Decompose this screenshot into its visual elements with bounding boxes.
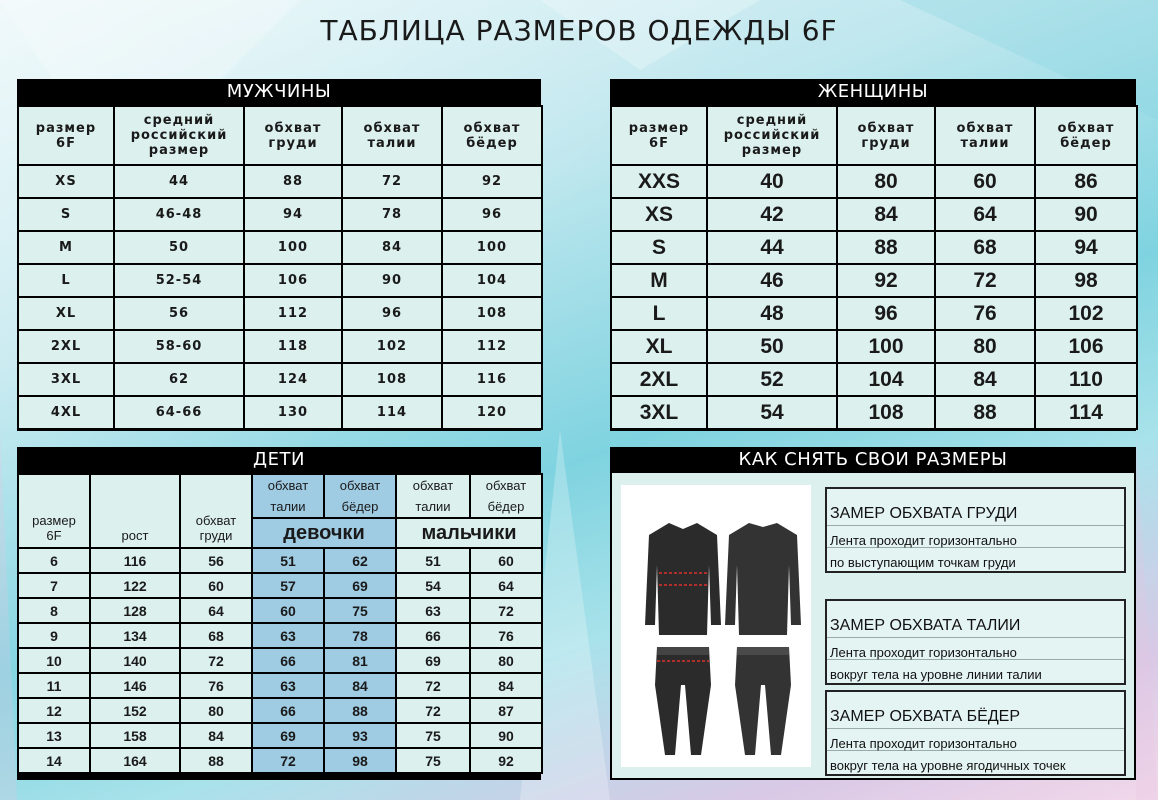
- table-cell: 40: [707, 165, 837, 198]
- women-size-table: [610, 79, 1136, 431]
- measure-chest-box: [825, 487, 1126, 573]
- kids-boys-hips-header-2: бёдер: [470, 496, 542, 518]
- table-row: [18, 231, 542, 264]
- table-cell: 68: [180, 623, 252, 648]
- table-cell: 100: [442, 231, 542, 264]
- measure-hips-box: [825, 690, 1126, 776]
- table-cell: 50: [114, 231, 244, 264]
- kids-girls-waist-header: обхват: [252, 474, 324, 496]
- table-row: [18, 748, 542, 773]
- men-col-header: [18, 106, 114, 165]
- measure-guide: [610, 447, 1136, 780]
- table-cell: 72: [470, 598, 542, 623]
- women-col-header-line: груди: [861, 135, 911, 151]
- table-cell: 72: [342, 165, 442, 198]
- kids-girls-hips-header: обхват: [324, 474, 396, 496]
- table-row: [611, 198, 1137, 231]
- table-cell: 88: [935, 396, 1035, 429]
- table-cell: 46: [707, 264, 837, 297]
- men-col-header-line: 6F: [56, 135, 76, 151]
- table-cell: 42: [707, 198, 837, 231]
- table-cell: 69: [324, 573, 396, 598]
- table-cell: 76: [935, 297, 1035, 330]
- measure-heading: КАК СНЯТЬ СВОИ РАЗМЕРЫ: [610, 447, 1136, 473]
- men-col-header-line: бёдер: [466, 135, 518, 151]
- table-cell: 146: [90, 673, 180, 698]
- men-col-header-line: груди: [268, 135, 318, 151]
- table-cell: 106: [1035, 330, 1137, 363]
- kids-col-chest-l1: обхват: [195, 513, 237, 528]
- kids-girls-hips-header-2: бёдер: [324, 496, 396, 518]
- table-row: [611, 165, 1137, 198]
- table-row: [18, 673, 542, 698]
- table-cell: 96: [442, 198, 542, 231]
- table-cell: 88: [244, 165, 342, 198]
- table-cell: 75: [324, 598, 396, 623]
- women-col-header-line: российский: [723, 128, 821, 143]
- table-cell: 72: [396, 673, 470, 698]
- table-cell: 54: [707, 396, 837, 429]
- women-col-header: [611, 106, 707, 165]
- table-cell: 86: [1035, 165, 1137, 198]
- measure-chest-title: ЗАМЕР ОБХВАТА ГРУДИ: [830, 505, 1018, 522]
- table-row: [611, 231, 1137, 264]
- table-row: [18, 548, 542, 573]
- table-cell: 60: [470, 548, 542, 573]
- measure-waist-box: [825, 599, 1126, 685]
- table-row: [18, 264, 542, 297]
- women-col-header-line: средний: [736, 113, 808, 128]
- table-cell: S: [18, 198, 114, 231]
- table-cell: 72: [180, 648, 252, 673]
- men-heading: МУЖЧИНЫ: [17, 79, 541, 105]
- table-cell: 98: [1035, 264, 1137, 297]
- table-cell: 87: [470, 698, 542, 723]
- table-row: [18, 648, 542, 673]
- kids-boys-waist-header-2: талии: [396, 496, 470, 518]
- women-col-header-line: обхват: [857, 120, 915, 136]
- table-cell: 14: [18, 748, 90, 773]
- table-row: [18, 698, 542, 723]
- table-cell: 8: [18, 598, 90, 623]
- table-cell: 102: [1035, 297, 1137, 330]
- table-cell: 120: [442, 396, 542, 429]
- table-cell: 106: [244, 264, 342, 297]
- men-col-header-line: размер: [148, 143, 210, 158]
- women-col-header-line: обхват: [1057, 120, 1115, 136]
- table-cell: 96: [342, 297, 442, 330]
- table-cell: 69: [396, 648, 470, 673]
- women-col-header-line: талии: [960, 135, 1010, 151]
- table-cell: L: [611, 297, 707, 330]
- table-cell: 152: [90, 698, 180, 723]
- table-cell: 90: [1035, 198, 1137, 231]
- table-row: [18, 598, 542, 623]
- table-cell: 75: [396, 748, 470, 773]
- table-cell: 110: [1035, 363, 1137, 396]
- kids-boys-label: мальчики: [396, 518, 542, 548]
- table-cell: 52: [707, 363, 837, 396]
- women-col-header-line: обхват: [956, 120, 1014, 136]
- table-cell: 4XL: [18, 396, 114, 429]
- table-cell: 108: [442, 297, 542, 330]
- kids-col-chest: [180, 474, 252, 548]
- table-cell: 102: [342, 330, 442, 363]
- table-cell: 51: [396, 548, 470, 573]
- kids-col-height: рост: [90, 474, 180, 548]
- table-cell: 88: [324, 698, 396, 723]
- table-cell: 84: [180, 723, 252, 748]
- table-cell: 88: [180, 748, 252, 773]
- table-cell: 54: [396, 573, 470, 598]
- kids-girls-label: девочки: [252, 518, 396, 548]
- garment-illustration: [621, 485, 811, 767]
- table-cell: 56: [114, 297, 244, 330]
- table-cell: 72: [252, 748, 324, 773]
- table-cell: 100: [837, 330, 935, 363]
- table-cell: 66: [252, 698, 324, 723]
- table-cell: 46-48: [114, 198, 244, 231]
- table-cell: 66: [396, 623, 470, 648]
- front-pants-icon: [655, 647, 711, 755]
- table-cell: 51: [252, 548, 324, 573]
- kids-col-chest-l2: груди: [199, 528, 233, 543]
- kids-col-size-l1: размер: [32, 513, 76, 528]
- table-cell: 90: [342, 264, 442, 297]
- table-cell: 100: [244, 231, 342, 264]
- table-row: [18, 363, 542, 396]
- table-cell: 60: [180, 573, 252, 598]
- kids-boys-waist-header: обхват: [396, 474, 470, 496]
- table-cell: 56: [180, 548, 252, 573]
- table-cell: 112: [442, 330, 542, 363]
- men-col-header-line: обхват: [363, 120, 421, 136]
- measure-chest-line1: Лента проходит горизонтально: [830, 533, 1017, 548]
- measure-hips-line1: Лента проходит горизонтально: [830, 736, 1017, 751]
- table-row: [18, 396, 542, 429]
- table-cell: 64: [470, 573, 542, 598]
- table-row: [18, 165, 542, 198]
- table-cell: 44: [114, 165, 244, 198]
- men-col-header-line: размер: [35, 120, 97, 136]
- table-cell: 114: [342, 396, 442, 429]
- table-cell: 104: [837, 363, 935, 396]
- table-cell: 10: [18, 648, 90, 673]
- table-cell: 94: [1035, 231, 1137, 264]
- table-cell: 69: [252, 723, 324, 748]
- table-cell: 108: [342, 363, 442, 396]
- table-cell: S: [611, 231, 707, 264]
- table-cell: 92: [837, 264, 935, 297]
- men-col-header: [442, 106, 542, 165]
- table-cell: 3XL: [18, 363, 114, 396]
- measure-waist-line1: Лента проходит горизонтально: [830, 645, 1017, 660]
- men-col-header-line: российский: [130, 128, 228, 143]
- men-table: [17, 105, 543, 430]
- table-cell: 92: [470, 748, 542, 773]
- kids-col-size-l2: 6F: [46, 528, 62, 543]
- table-cell: XXS: [611, 165, 707, 198]
- table-cell: 130: [244, 396, 342, 429]
- table-cell: XL: [18, 297, 114, 330]
- women-col-header-line: бёдер: [1060, 135, 1112, 151]
- table-cell: 63: [396, 598, 470, 623]
- table-cell: 84: [837, 198, 935, 231]
- table-cell: 6: [18, 548, 90, 573]
- women-col-header: [837, 106, 935, 165]
- table-cell: 114: [1035, 396, 1137, 429]
- kids-girls-waist-header-2: талии: [252, 496, 324, 518]
- table-row: [611, 330, 1137, 363]
- table-cell: M: [611, 264, 707, 297]
- table-cell: 7: [18, 573, 90, 598]
- table-cell: 2XL: [18, 330, 114, 363]
- table-cell: 2XL: [611, 363, 707, 396]
- front-shirt-icon: [645, 523, 721, 635]
- measure-waist-title: ЗАМЕР ОБХВАТА ТАЛИИ: [830, 617, 1021, 634]
- table-cell: 93: [324, 723, 396, 748]
- table-cell: 60: [252, 598, 324, 623]
- table-cell: 80: [935, 330, 1035, 363]
- table-cell: XL: [611, 330, 707, 363]
- table-cell: 84: [342, 231, 442, 264]
- measure-hips-title: ЗАМЕР ОБХВАТА БЁДЕР: [830, 708, 1020, 725]
- table-cell: 76: [470, 623, 542, 648]
- table-cell: 64-66: [114, 396, 244, 429]
- table-row: [611, 297, 1137, 330]
- table-cell: 11: [18, 673, 90, 698]
- table-cell: 75: [396, 723, 470, 748]
- table-cell: 88: [837, 231, 935, 264]
- kids-boys-hips-header: обхват: [470, 474, 542, 496]
- table-cell: L: [18, 264, 114, 297]
- men-col-header-line: талии: [367, 135, 417, 151]
- table-cell: 104: [442, 264, 542, 297]
- table-cell: 68: [935, 231, 1035, 264]
- table-cell: 108: [837, 396, 935, 429]
- table-cell: 78: [324, 623, 396, 648]
- table-cell: 90: [470, 723, 542, 748]
- measure-waist-line2: вокруг тела на уровне линии талии: [830, 667, 1042, 682]
- table-cell: 116: [90, 548, 180, 573]
- women-col-header-line: 6F: [649, 135, 669, 151]
- table-row: [18, 623, 542, 648]
- men-col-header-line: обхват: [264, 120, 322, 136]
- page-title: ТАБЛИЦА РАЗМЕРОВ ОДЕЖДЫ 6F: [320, 14, 838, 47]
- thermal-underwear-photo: [621, 485, 811, 767]
- kids-table: [17, 473, 543, 774]
- table-cell: 76: [180, 673, 252, 698]
- women-table: [610, 105, 1138, 430]
- men-col-header-line: обхват: [463, 120, 521, 136]
- table-cell: 124: [244, 363, 342, 396]
- table-cell: 50: [707, 330, 837, 363]
- table-cell: 48: [707, 297, 837, 330]
- table-cell: 57: [252, 573, 324, 598]
- women-col-header-line: размер: [628, 120, 690, 136]
- table-row: [611, 363, 1137, 396]
- measure-hips-line2: вокруг тела на уровне ягодичных точек: [830, 758, 1066, 773]
- men-size-table: [17, 79, 541, 431]
- table-cell: 98: [324, 748, 396, 773]
- women-heading: ЖЕНЩИНЫ: [610, 79, 1136, 105]
- table-cell: 64: [180, 598, 252, 623]
- table-cell: 92: [442, 165, 542, 198]
- table-cell: 80: [837, 165, 935, 198]
- table-cell: 63: [252, 623, 324, 648]
- kids-size-table: [17, 447, 541, 780]
- table-cell: XS: [611, 198, 707, 231]
- table-cell: 134: [90, 623, 180, 648]
- men-col-header: [342, 106, 442, 165]
- table-row: [611, 396, 1137, 429]
- table-cell: 64: [935, 198, 1035, 231]
- table-cell: 13: [18, 723, 90, 748]
- table-cell: 80: [470, 648, 542, 673]
- table-row: [18, 723, 542, 748]
- table-cell: 58-60: [114, 330, 244, 363]
- table-cell: 112: [244, 297, 342, 330]
- table-cell: 84: [935, 363, 1035, 396]
- table-row: [18, 198, 542, 231]
- table-cell: 80: [180, 698, 252, 723]
- table-cell: 72: [396, 698, 470, 723]
- women-col-header: [1035, 106, 1137, 165]
- table-cell: M: [18, 231, 114, 264]
- table-cell: 9: [18, 623, 90, 648]
- kids-heading: ДЕТИ: [17, 447, 541, 473]
- table-cell: 78: [342, 198, 442, 231]
- back-pants-icon: [735, 647, 791, 755]
- back-shirt-icon: [725, 523, 801, 635]
- table-cell: 66: [252, 648, 324, 673]
- table-cell: 94: [244, 198, 342, 231]
- men-col-header: [244, 106, 342, 165]
- table-cell: 158: [90, 723, 180, 748]
- women-col-header: [935, 106, 1035, 165]
- table-cell: 62: [114, 363, 244, 396]
- table-row: [18, 330, 542, 363]
- table-cell: 96: [837, 297, 935, 330]
- table-cell: 164: [90, 748, 180, 773]
- table-cell: 128: [90, 598, 180, 623]
- table-cell: 81: [324, 648, 396, 673]
- table-cell: 3XL: [611, 396, 707, 429]
- men-col-header-line: средний: [143, 113, 215, 128]
- table-cell: 84: [470, 673, 542, 698]
- table-cell: 62: [324, 548, 396, 573]
- table-cell: 60: [935, 165, 1035, 198]
- table-cell: 44: [707, 231, 837, 264]
- men-col-header: [114, 106, 244, 165]
- table-row: [18, 573, 542, 598]
- measure-chest-line2: по выступающим точкам груди: [830, 555, 1016, 570]
- table-cell: 118: [244, 330, 342, 363]
- kids-col-size: [18, 474, 90, 548]
- table-cell: 12: [18, 698, 90, 723]
- measure-body: [610, 473, 1136, 780]
- table-cell: 140: [90, 648, 180, 673]
- table-row: [18, 297, 542, 330]
- table-cell: XS: [18, 165, 114, 198]
- table-cell: 122: [90, 573, 180, 598]
- table-cell: 63: [252, 673, 324, 698]
- table-cell: 84: [324, 673, 396, 698]
- women-col-header: [707, 106, 837, 165]
- table-row: [611, 264, 1137, 297]
- table-cell: 72: [935, 264, 1035, 297]
- table-cell: 52-54: [114, 264, 244, 297]
- women-col-header-line: размер: [741, 143, 803, 158]
- table-cell: 116: [442, 363, 542, 396]
